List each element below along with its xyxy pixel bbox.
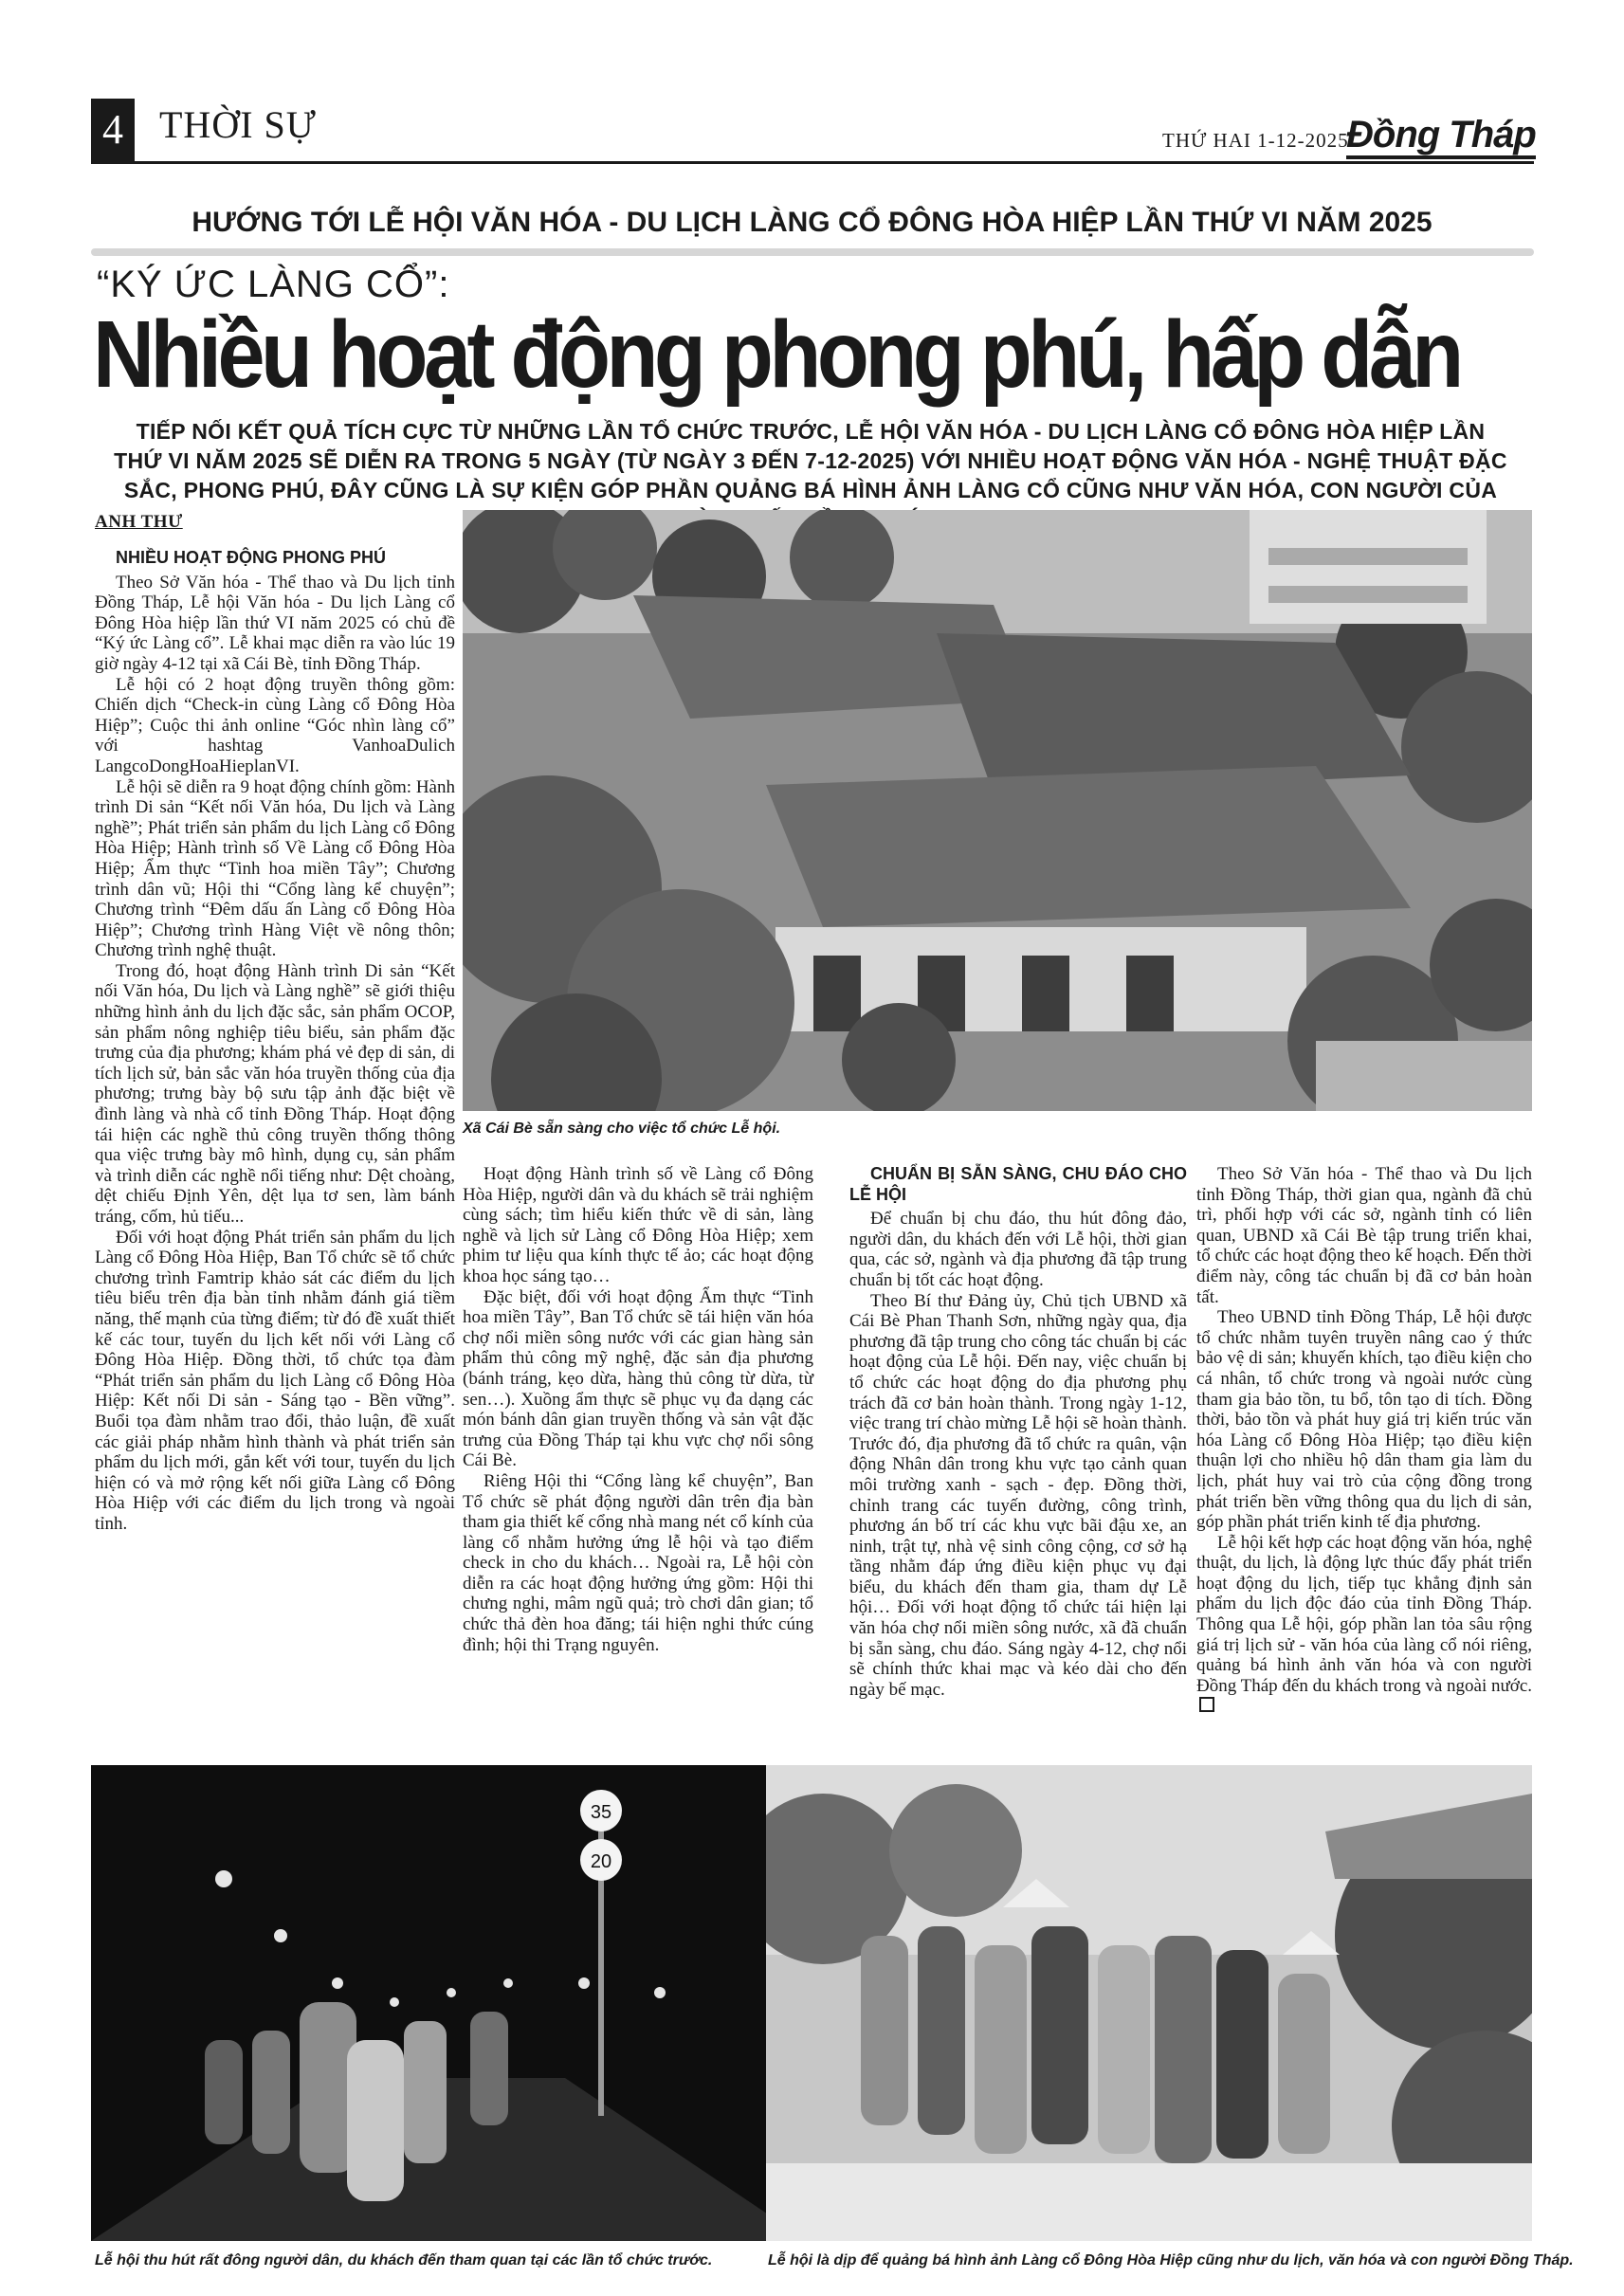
festival-night-photo bbox=[91, 1765, 808, 2241]
photo-caption: Lễ hội thu hút rất đông người dân, du khách đến tham quan tại các lần tổ chức trước. bbox=[95, 2252, 713, 2269]
speed-sign-icon bbox=[580, 1790, 622, 1831]
newspaper-logo: Đồng Tháp bbox=[1346, 114, 1536, 159]
article-lead: TIẾP NỐI KẾT QUẢ TÍCH CỰC TỪ NHỮNG LẦN TỔ CHỨC TRƯỚC, LỄ HỘI VĂN HÓA - DU LỊCH LÀNG CỔ ĐÔNG HÒA HIỆP LẦN THỨ VI NĂM 2025 SẼ DIỄN RA TRONG 5 NGÀY (TỪ NGÀY 3 ĐẾN 7-12-2025) VỚI NHIỀU HOẠT ĐỘNG VĂN HÓA - NGHỆ THUẬT ĐẶC SẮC, PHONG PHÚ, ĐÂY CŨNG LÀ SỰ KIỆN GÓP PHẦN QUẢNG BÁ HÌNH ẢNH LÀNG CỔ CŨNG NHƯ VĂN HÓA, CON NGƯỜI CỦA bbox=[114, 419, 1507, 502]
body-column-1 bbox=[95, 548, 455, 1535]
paragraph: Theo Bí thư Đảng ủy, Chủ tịch UBND xã Cái Bè Phan Thanh Sơn, những ngày qua, địa phương đã tập trung cho công tác chuẩn bị các hoạt động của Lễ hội. Đến nay, việc chuẩn bị tổ chức các hoạt động do địa phương phụ trách đã cơ bản hoàn thành. Trong ngày 1-12, việc trang trí chào mừng Lễ hội sẽ hoàn thành. Trước đó, địa phương đã tổ chức ra quân, vận động Nhân dân trong khu vực tạo cảnh quan môi trường xanh - sạch - đẹp. Đồng thời, chỉnh trang các tuyến đường, công trình, phương án bố trí các khu vực bãi đậu xe, an ninh, trật tự, nhà vệ sinh công cộng, cơ sở hạ tầng nhằm đáp ứng điều kiện phục vụ đại biểu, du khách đến tham gia, tham dự Lễ hội… Đối với hoạt động tổ chức tái hiện lại văn hóa chợ nổi miền sông nước, xã đã chuẩn bị sẵn sàng, chu đáo. Sáng ngày 4-12, chợ nổi sẽ chính thức khai mạc và kéo dài cho đến ngày bế mạc. bbox=[849, 1290, 1187, 1700]
header-rule bbox=[91, 161, 1534, 164]
paragraph: Lễ hội có 2 hoạt động truyền thông gồm: Chiến dịch “Check-in cùng Làng cổ Đông Hòa Hiệp”; Cuộc thi ảnh online “Góc nhìn làng cổ” với hashtag VanhoaDulich LangcoDongHoaHieplanVI. bbox=[95, 674, 455, 776]
photo-caption: Xã Cái Bè sẵn sàng cho việc tổ chức Lễ hội. bbox=[463, 1121, 781, 1137]
speed-sign-icon bbox=[580, 1839, 622, 1881]
paragraph: Riêng Hội thi “Cổng làng kể chuyện”, Ban Tổ chức sẽ phát động người dân trên địa bàn tham gia thiết kế cổng nhà mang nét cổ kính của làng cổ nhằm hưởng ứng lễ hội và tạo điểm check in cho du khách… Ngoài ra, Lễ hội còn diễn ra các hoạt động hưởng ứng gồm: Hội thi chưng nghi, mâm ngũ quả; trò chơi dân gian; tổ chức thả đèn hoa đăng; tái hiện nghi thức cúng đình; hội thi Trạng nguyên. bbox=[463, 1470, 813, 1655]
tourists-photo bbox=[766, 1765, 1532, 2241]
series-kicker: HƯỚNG TỚI LỄ HỘI VĂN HÓA - DU LỊCH LÀNG CỔ ĐÔNG HÒA HIỆP LẦN THỨ VI NĂM 2025 bbox=[192, 207, 1432, 238]
photo-caption: Lễ hội là dịp để quảng bá hình ảnh Làng cổ Đông Hòa Hiệp cũng như du lịch, văn hóa và con người Đồng Tháp. bbox=[768, 2252, 1574, 2269]
paragraph bbox=[1196, 1533, 1532, 1717]
body-column-3 bbox=[849, 1164, 1187, 1700]
speed-sign-value: 35 bbox=[590, 1802, 612, 1823]
paragraph: Lễ hội sẽ diễn ra 9 hoạt động chính gồm: Hành trình Di sản “Kết nối Văn hóa, Du lịch và Làng nghề”; Phát triển sản phẩm du lịch Làng cổ Đông Hòa Hiệp; Hành trình số Về Làng cổ Đông Hòa Hiệp; Ẩm thực “Tinh hoa miền Tây”; Chương trình dân vũ; Hội thi “Cổng làng kể chuyện”; Chương trình “Đêm dấu ấn Làng cổ Đông Hòa Hiệp”; Chương trình Hàng Việt về nông thôn; Chương trình nghệ thuật. bbox=[95, 776, 455, 961]
page-number: 4 bbox=[91, 99, 135, 161]
body-column-4 bbox=[1196, 1164, 1532, 1717]
paragraph: Theo UBND tỉnh Đồng Tháp, Lễ hội được tổ chức nhằm tuyên truyền nâng cao ý thức bảo vệ di sản; khuyến khích, tạo điều kiện cho cá nhân, tổ chức trong và ngoài nước cùng tham gia bảo tồn, tu bổ, tôn tạo di tích. Đồng thời, bảo tồn và phát huy giá trị kiến trúc văn hóa Làng cổ Đông Hòa Hiệp; tạo điều kiện thuận lợi cho nhiều hộ dân tham gia làm du lịch, phát huy vai trò của cộng đồng trong phát triển bền vững thông qua du lịch di sản, góp phần phát triển kinh tế địa phương. bbox=[1196, 1307, 1532, 1533]
kicker-divider bbox=[91, 248, 1534, 256]
author-byline: ANH THƯ bbox=[95, 512, 183, 532]
article-title: Nhiều hoạt động phong phú, hấp dẫn bbox=[93, 301, 1460, 408]
sub-kicker: “KÝ ỨC LÀNG CỔ”: bbox=[97, 264, 450, 305]
section-heading: CHUẨN BỊ SẴN SÀNG, CHU ĐÁO CHO LỄ HỘI bbox=[849, 1164, 1187, 1204]
paragraph: Đối với hoạt động Phát triển sản phẩm du lịch Làng cổ Đông Hòa Hiệp, Ban Tổ chức sẽ tổ chức chương trình Famtrip khảo sát các điểm du lịch tiêu biểu trên địa bàn tỉnh nhằm đánh giá tiềm năng, thế mạnh của từng điểm; từ đó đề xuất thiết kế các tour, tuyến du lịch kết nối với Làng cổ Đông Hòa Hiệp. Đồng thời, tổ chức tọa đàm “Phát triển sản phẩm du lịch Làng cổ Đông Hòa Hiệp: Kết nối Di sản - Sáng tạo - Bền vững”. Buổi tọa đàm nhằm trao đổi, thảo luận, đề xuất các giải pháp nhằm hình thành và phát triển sản phẩm du lịch mới, gắn kết với tour, tuyến du lịch hiện có và mở rộng kết nối giữa Làng cổ Đông Hòa Hiệp với các điểm du lịch trong và ngoài tỉnh. bbox=[95, 1227, 455, 1534]
section-heading: NHIỀU HOẠT ĐỘNG PHONG PHÚ bbox=[116, 548, 387, 567]
body-column-2 bbox=[463, 1164, 813, 1655]
paragraph-text: Lễ hội kết hợp các hoạt động văn hóa, nghệ thuật, du lịch, là động lực thúc đẩy phát triển hoạt động du lịch, tiếp tục khẳng định sản phẩm du lịch độc đáo của tỉnh Đồng Tháp. Thông qua Lễ hội, góp phần lan tỏa sâu rộng giá trị lịch sử - văn hóa của làng cổ nói riêng, quảng bá hình ảnh văn hóa và con người Đồng Tháp đến du khách trong và ngoài nước. bbox=[1196, 1532, 1532, 1696]
paragraph: Theo Sở Văn hóa - Thể thao và Du lịch tỉnh Đồng Tháp, thời gian qua, ngành đã chủ trì, phối hợp với các sở, ngành tỉnh có liên quan, UBND xã Cái Bè tập trung triển khai, tổ chức các hoạt động theo kế hoạch. Đến thời điểm này, công tác chuẩn bị đã cơ bản hoàn tất. bbox=[1196, 1164, 1532, 1307]
speed-sign-value: 20 bbox=[590, 1851, 612, 1872]
section-title: THỜI SỰ bbox=[159, 103, 317, 146]
paragraph: Đặc biệt, đối với hoạt động Ẩm thực “Tinh hoa miền Tây”, Ban Tổ chức sẽ tái hiện văn hóa chợ nổi miền sông nước với các gian hàng sản phẩm thủ công mỹ nghệ, đặc sản địa phương (bánh tráng, kẹo dừa, hàng thủ công từ dừa, từ sen…). Xuồng ẩm thực sẽ phục vụ đa dạng các món bánh dân gian truyền thống và sản vật đặc trưng của Đồng Tháp tại khu vực chợ nổi sông Cái Bè. bbox=[463, 1286, 813, 1471]
paragraph: Theo Sở Văn hóa - Thể thao và Du lịch tỉnh Đồng Tháp, Lễ hội Văn hóa - Du lịch Làng cổ Đông Hòa hiệp lần thứ VI năm 2025 có chủ đề “Ký ức Làng cổ”. Lễ khai mạc diễn ra vào lúc 19 giờ ngày 4-12 tại xã Cái Bè, tỉnh Đồng Tháp. bbox=[95, 572, 455, 674]
end-mark-icon bbox=[1199, 1697, 1214, 1712]
paragraph: Hoạt động Hành trình số về Làng cổ Đông Hòa Hiệp, người dân và du khách sẽ trải nghiệm cùng sách; tìm hiểu kiến thức về di sản, làng nghề và lịch sử Làng cổ Đông Hòa Hiệp; xem phim tư liệu qua kính thực tế ảo; các hoạt động khoa học sáng tạo… bbox=[463, 1164, 813, 1286]
paragraph: Trong đó, hoạt động Hành trình Di sản “Kết nối Văn hóa, Du lịch và Làng nghề” sẽ giới thiệu những hình ảnh du lịch đặc sắc, sản phẩm OCOP, sản phẩm nông nghiệp tiêu biểu, sản phẩm đặc trưng của địa phương; khám phá vẻ đẹp di sản, di tích lịch sử, bản sắc văn hóa truyền thống của địa phương; trưng bày bộ sưu tập ảnh đặc biệt về đình làng và nhà cổ tỉnh Đồng Tháp. Hoạt động tái hiện các nghề thủ công truyền thống thông qua việc trưng bày mô hình, dụng cụ, sản phẩm và trình diễn các nghề nổi tiếng như: Dệt choàng, dệt chiếu Định Yên, dệt lụa tơ sen, làm bánh tráng, cốm, hủ tiếu... bbox=[95, 960, 455, 1227]
paragraph: Để chuẩn bị chu đáo, thu hút đông đảo, người dân, du khách đến với Lễ hội, thời gian qua, các sở, ngành và địa phương đã tập trung chuẩn bị tốt các hoạt động. bbox=[849, 1209, 1187, 1290]
village-aerial-photo bbox=[463, 510, 1532, 1111]
issue-date: THỨ HAI 1-12-2025 bbox=[1162, 129, 1349, 152]
